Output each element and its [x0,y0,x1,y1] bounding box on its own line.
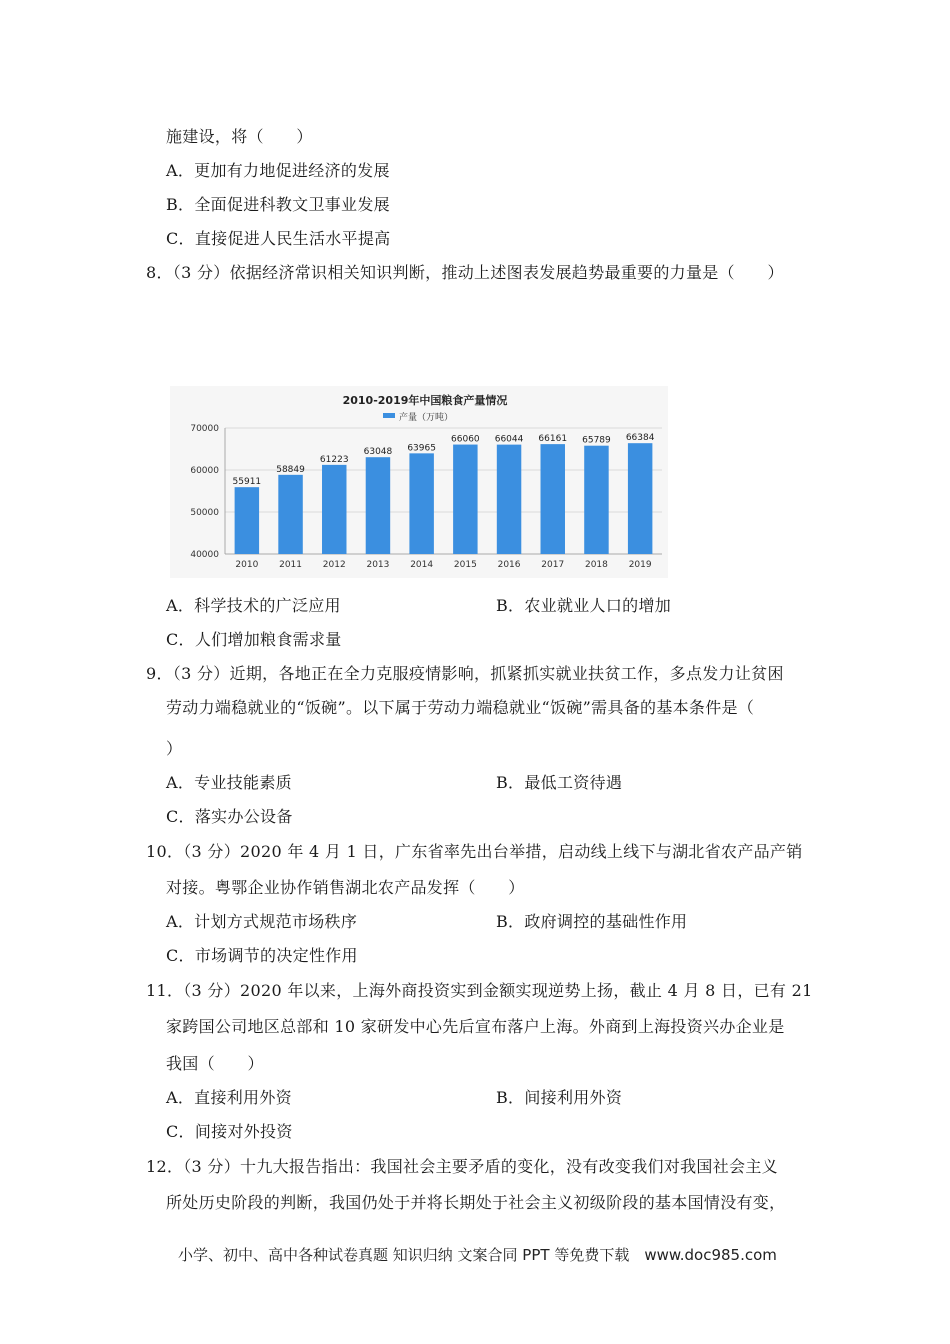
bar-value-label: 66384 [625,433,655,444]
q10-option-c[interactable]: C．市场调节的决定性作用 [166,946,358,965]
bar-value-label: 66161 [538,434,568,445]
bar [497,445,521,554]
bar-value-label: 61223 [319,454,349,465]
x-tick-label: 2010 [235,560,259,570]
x-tick-label: 2019 [628,560,652,570]
legend-swatch [383,413,395,418]
x-tick-label: 2017 [541,560,565,570]
q9-stem-line2: 劳动力端稳就业的“饭碗”。以下属于劳动力端稳就业“饭碗”需具备的基本条件是（ [166,698,755,717]
q7-stem-end: 施建设，将（ ） [166,127,313,146]
bar-value-label: 55911 [232,477,262,488]
y-tick-label: 70000 [190,424,219,434]
q11-stem-line3: 我国（ ） [166,1054,264,1073]
y-tick-label: 40000 [190,550,219,560]
x-tick-label: 2016 [497,560,521,570]
q7-option-c[interactable]: C．直接促进人民生活水平提高 [166,229,391,248]
chart-svg [170,386,668,578]
bar [584,446,608,554]
x-tick-label: 2018 [584,560,608,570]
bar-value-label: 58849 [276,464,305,475]
q9-stem-line1: 9．（3 分）近期，各地正在全力克服疫情影响，抓紧抓实就业扶贫工作，多点发力让贫困 [146,664,784,683]
q11-stem-line1: 11．（3 分）2020 年以来，上海外商投资实到金额实现逆势上扬，截止 4 月 8 日，已有 21 [146,981,813,1000]
q10-option-b[interactable]: B．政府调控的基础性作用 [496,912,688,931]
bar-value-label: 66044 [494,434,524,445]
y-tick-label: 60000 [190,466,219,476]
bar [409,453,433,554]
bar-value-label: 65789 [582,435,611,446]
bar-value-label: 66060 [451,434,480,445]
q11-option-a[interactable]: A．直接利用外资 [166,1088,292,1107]
bar [366,457,390,554]
q11-option-c[interactable]: C．间接对外投资 [166,1122,293,1141]
q9-option-b[interactable]: B．最低工资待遇 [496,773,623,792]
q12-stem-line2: 所处历史阶段的判断，我国仍处于并将长期处于社会主义初级阶段的基本国情没有变， [166,1193,786,1212]
x-tick-label: 2011 [279,560,303,570]
bar [628,443,652,554]
y-tick-label: 50000 [190,508,219,518]
q8-option-b[interactable]: B．农业就业人口的增加 [496,596,672,615]
bar [235,487,259,554]
legend-label: 产量（万吨） [399,413,454,423]
q12-stem-line1: 12．（3 分）十九大报告指出：我国社会主要矛盾的变化，没有改变我们对我国社会主义 [146,1157,778,1176]
q8-option-c[interactable]: C．人们增加粮食需求量 [166,630,342,649]
q9-option-a[interactable]: A．专业技能素质 [166,773,292,792]
x-tick-label: 2014 [410,560,434,570]
bar [453,445,477,554]
bar [541,444,565,554]
q9-stem-line3: ） [166,739,183,758]
q10-stem-line2: 对接。粤鄂企业协作销售湖北农产品发挥（ ） [166,878,525,897]
x-tick-label: 2015 [453,560,477,570]
grain-output-chart [170,386,668,578]
q8-stem: 8．（3 分）依据经济常识相关知识判断，推动上述图表发展趋势最重要的力量是（ ） [146,263,784,282]
q7-option-b[interactable]: B．全面促进科教文卫事业发展 [166,195,390,214]
bar-value-label: 63965 [407,443,436,454]
bar-value-label: 63048 [363,447,393,458]
q10-stem-line1: 10．（3 分）2020 年 4 月 1 日，广东省率先出台举措，启动线上线下与湖北省农产品产销 [146,842,803,861]
q8-option-a[interactable]: A．科学技术的广泛应用 [166,596,341,615]
q10-option-a[interactable]: A．计划方式规范市场秩序 [166,912,358,931]
chart-title: 2010-2019年中国粮食产量情况 [342,394,508,407]
x-tick-label: 2012 [322,560,346,570]
bar [322,465,346,554]
q11-stem-line2: 家跨国公司地区总部和 10 家研发中心先后宣布落户上海。外商到上海投资兴办企业是 [166,1017,785,1036]
q7-option-a[interactable]: A．更加有力地促进经济的发展 [166,161,390,180]
q11-option-b[interactable]: B．间接利用外资 [496,1088,623,1107]
q9-option-c[interactable]: C．落实办公设备 [166,807,293,826]
x-tick-label: 2013 [366,560,390,570]
page-footer[interactable]: 小学、初中、高中各种试卷真题 知识归纳 文案合同 PPT 等免费下载 www.doc985.com [178,1246,777,1264]
bar [278,475,302,554]
